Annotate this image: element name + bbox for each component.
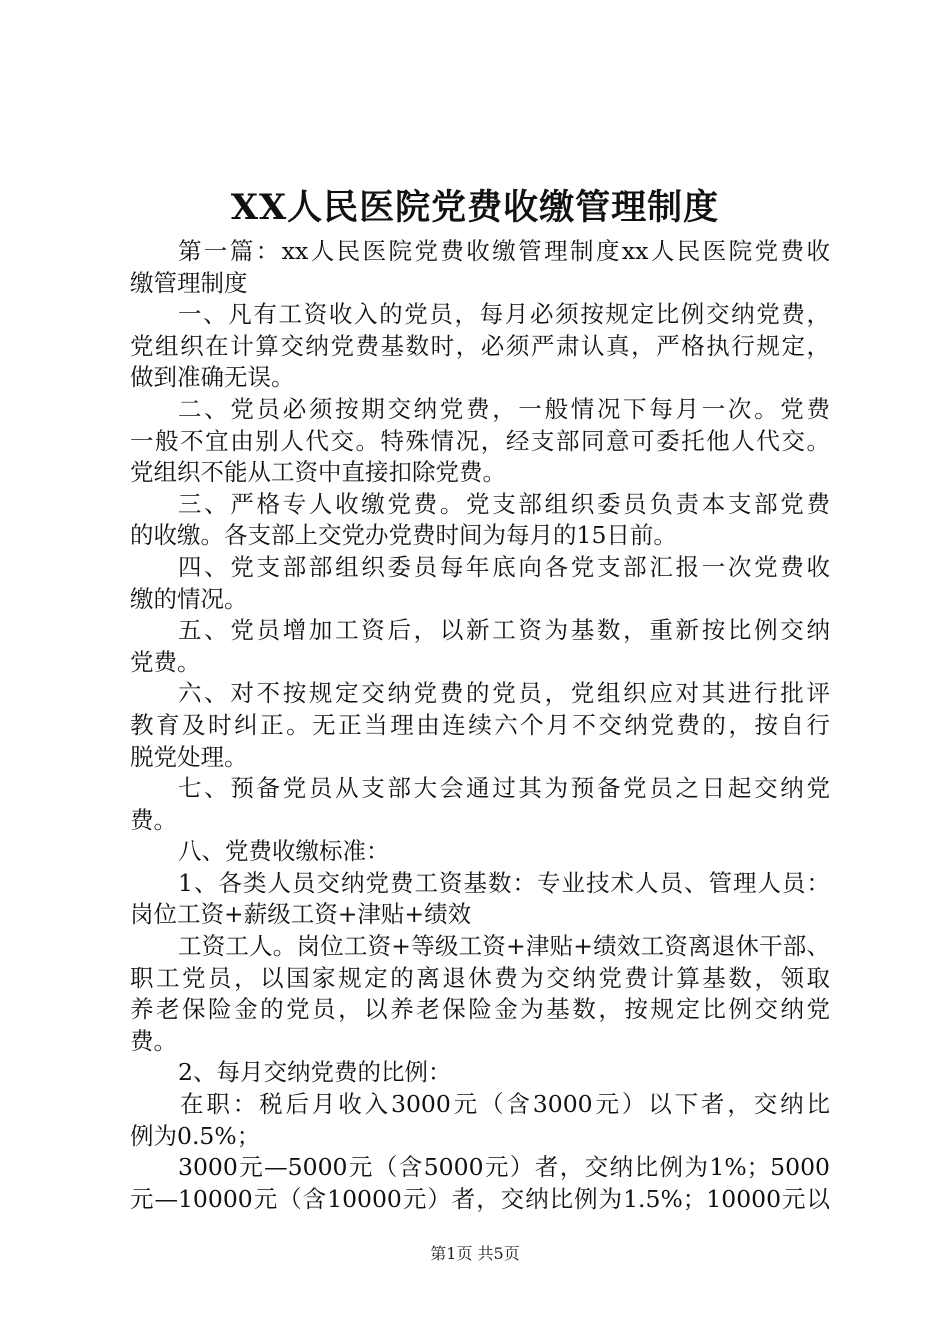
page-footer: 第1页 共5页 — [430, 1244, 520, 1263]
paragraph-line: 一、凡有工资收入的党员，每月必须按规定比例交纳党费， — [178, 300, 830, 329]
paragraph-line: 缴管理制度 — [130, 268, 248, 297]
paragraph-line: 党组织在计算交纳党费基数时，必须严肃认真，严格执行规定， — [130, 331, 830, 360]
paragraph-line: 养老保险金的党员，以养老保险金为基数，按规定比例交纳党 — [130, 995, 830, 1024]
paragraph-line: 2、每月交纳党费的比例： — [178, 1058, 452, 1087]
paragraph-line: 党费。 — [130, 647, 201, 676]
paragraph-line: 四、党支部部组织委员每年底向各党支部汇报一次党费收 — [178, 552, 830, 581]
paragraph-line: 元—10000元（含10000元）者，交纳比例为1.5%；10000元以 — [130, 1184, 830, 1213]
paragraph-line: 费。 — [130, 805, 177, 834]
paragraph-line: 一般不宜由别人代交。特殊情况，经支部同意可委托他人代交。 — [130, 426, 830, 455]
paragraph-line: 党组织不能从工资中直接扣除党费。 — [130, 458, 506, 487]
paragraph-line: 3000元—5000元（含5000元）者，交纳比例为1%；5000 — [178, 1153, 830, 1182]
document-body — [130, 236, 830, 1215]
paragraph-line: 在职：税后月收入3000元（含3000元）以下者，交纳比 — [180, 1090, 830, 1119]
paragraph-line: 三、严格专人收缴党费。党支部组织委员负责本支部党费 — [178, 489, 830, 518]
paragraph-line: 教育及时纠正。无正当理由连续六个月不交纳党费的，按自行 — [130, 710, 830, 739]
document-title: XX人民医院党费收缴管理制度 — [230, 187, 720, 228]
paragraph-line: 六、对不按规定交纳党费的党员，党组织应对其进行批评 — [178, 679, 830, 708]
paragraph-line: 二、党员必须按期交纳党费，一般情况下每月一次。党费 — [178, 394, 830, 423]
paragraph-line: 费。 — [130, 1026, 177, 1055]
paragraph-line: 做到准确无误。 — [130, 363, 295, 392]
paragraph-line: 职工党员，以国家规定的离退休费为交纳党费计算基数，领取 — [130, 963, 830, 992]
paragraph-line: 八、党费收缴标准： — [178, 837, 390, 866]
paragraph-line: 工资工人。岗位工资+等级工资+津贴+绩效工资离退休干部、 — [178, 932, 830, 961]
paragraph-line: 脱党处理。 — [130, 742, 248, 771]
paragraph-line: 五、党员增加工资后，以新工资为基数，重新按比例交纳 — [178, 616, 830, 645]
paragraph-line: 的收缴。各支部上交党办党费时间为每月的15日前。 — [130, 521, 677, 550]
paragraph-line: 1、各类人员交纳党费工资基数：专业技术人员、管理人员： — [178, 868, 830, 897]
paragraph-line: 第一篇：xx人民医院党费收缴管理制度xx人民医院党费收 — [178, 237, 830, 265]
paragraph-line: 七、预备党员从支部大会通过其为预备党员之日起交纳党 — [178, 774, 830, 803]
paragraph-line: 缴的情况。 — [130, 584, 248, 613]
paragraph-line: 岗位工资+薪级工资+津贴+绩效 — [130, 900, 472, 929]
paragraph-line: 例为0.5%； — [130, 1121, 261, 1150]
